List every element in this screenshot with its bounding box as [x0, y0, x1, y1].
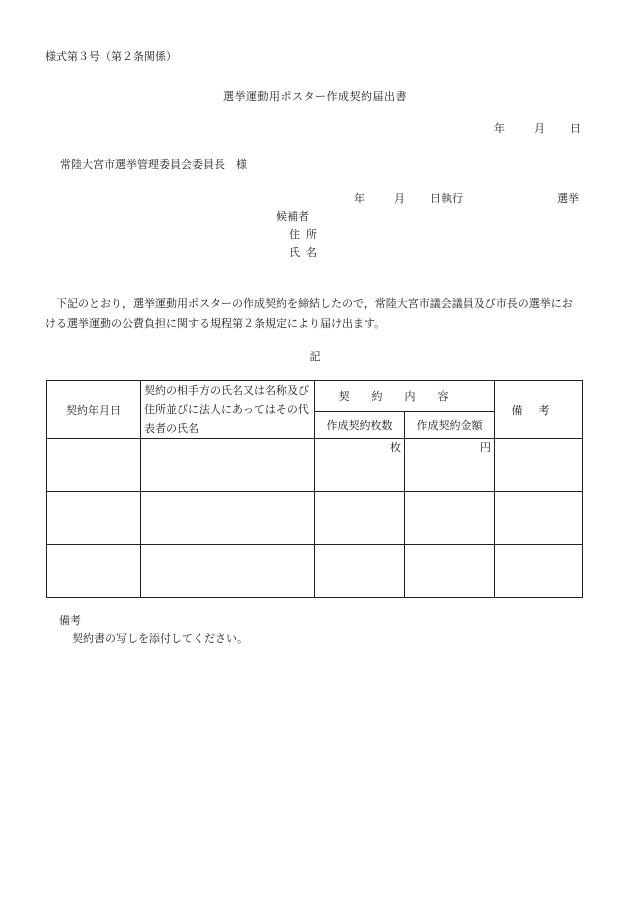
cell-contract-date[interactable] [47, 492, 141, 545]
cell-contract-party[interactable] [141, 439, 315, 492]
date-day-label: 日 [570, 122, 581, 135]
table-row [47, 545, 583, 598]
date-year-label: 年 [494, 122, 505, 135]
election-year-label: 年 [354, 192, 365, 205]
body-text: 下記のとおり，選挙運動用ポスターの作成契約を締結したので，常陸大宮市議会議員及び市長の選挙における選挙運動の公費負担に関する規程第２条規定により届け出ます。 [45, 297, 573, 330]
unit-yen: 円 [480, 441, 491, 454]
cell-remarks[interactable] [495, 492, 583, 545]
addressee: 常陸大宮市選挙管理委員会委員長 様 [60, 158, 247, 171]
col-header-contract-content: 契約内容 [315, 381, 495, 412]
col-header-contract-date: 契約年月日 [47, 381, 141, 439]
cell-contract-amount[interactable] [405, 492, 495, 545]
cell-contract-date[interactable] [47, 439, 141, 492]
table-row [47, 439, 583, 492]
cell-sheet-count[interactable] [315, 545, 405, 598]
cell-sheet-count[interactable] [315, 439, 405, 492]
table-row [47, 492, 583, 545]
cell-remarks[interactable] [495, 545, 583, 598]
candidate-name-label: 氏名 [289, 246, 323, 259]
notes-body: 契約書の写しを添付してください。 [72, 632, 248, 645]
cell-contract-party[interactable] [141, 492, 315, 545]
cell-remarks[interactable] [495, 439, 583, 492]
cell-contract-date[interactable] [47, 545, 141, 598]
cell-contract-party[interactable] [141, 545, 315, 598]
col-header-remarks: 備考 [495, 381, 583, 439]
cell-contract-amount[interactable] [405, 439, 495, 492]
form-number: 様式第３号（第２条関係） [45, 50, 177, 63]
col-header-sheet-count: 作成契約枚数 [315, 412, 405, 439]
candidate-address-label: 住所 [289, 228, 323, 241]
election-month-label: 月 [394, 192, 405, 205]
candidate-label: 候補者 [276, 210, 309, 223]
ki-marker: 記 [309, 350, 321, 363]
election-day-executed-label: 日執行 [430, 192, 463, 205]
document-title: 選挙運動用ポスター作成契約届出書 [223, 90, 407, 103]
cell-contract-amount[interactable] [405, 545, 495, 598]
col-header-contract-amount: 作成契約金額 [405, 412, 495, 439]
col-header-contract-party: 契約の相手方の氏名又は名称及び住所並びに法人にあってはその代表者の氏名 [141, 381, 315, 439]
unit-sheets: 枚 [390, 441, 401, 454]
date-month-label: 月 [534, 122, 545, 135]
contract-table [46, 380, 583, 598]
cell-sheet-count[interactable] [315, 492, 405, 545]
election-type-label: 選挙 [557, 192, 579, 205]
notes-title: 備考 [59, 614, 81, 627]
